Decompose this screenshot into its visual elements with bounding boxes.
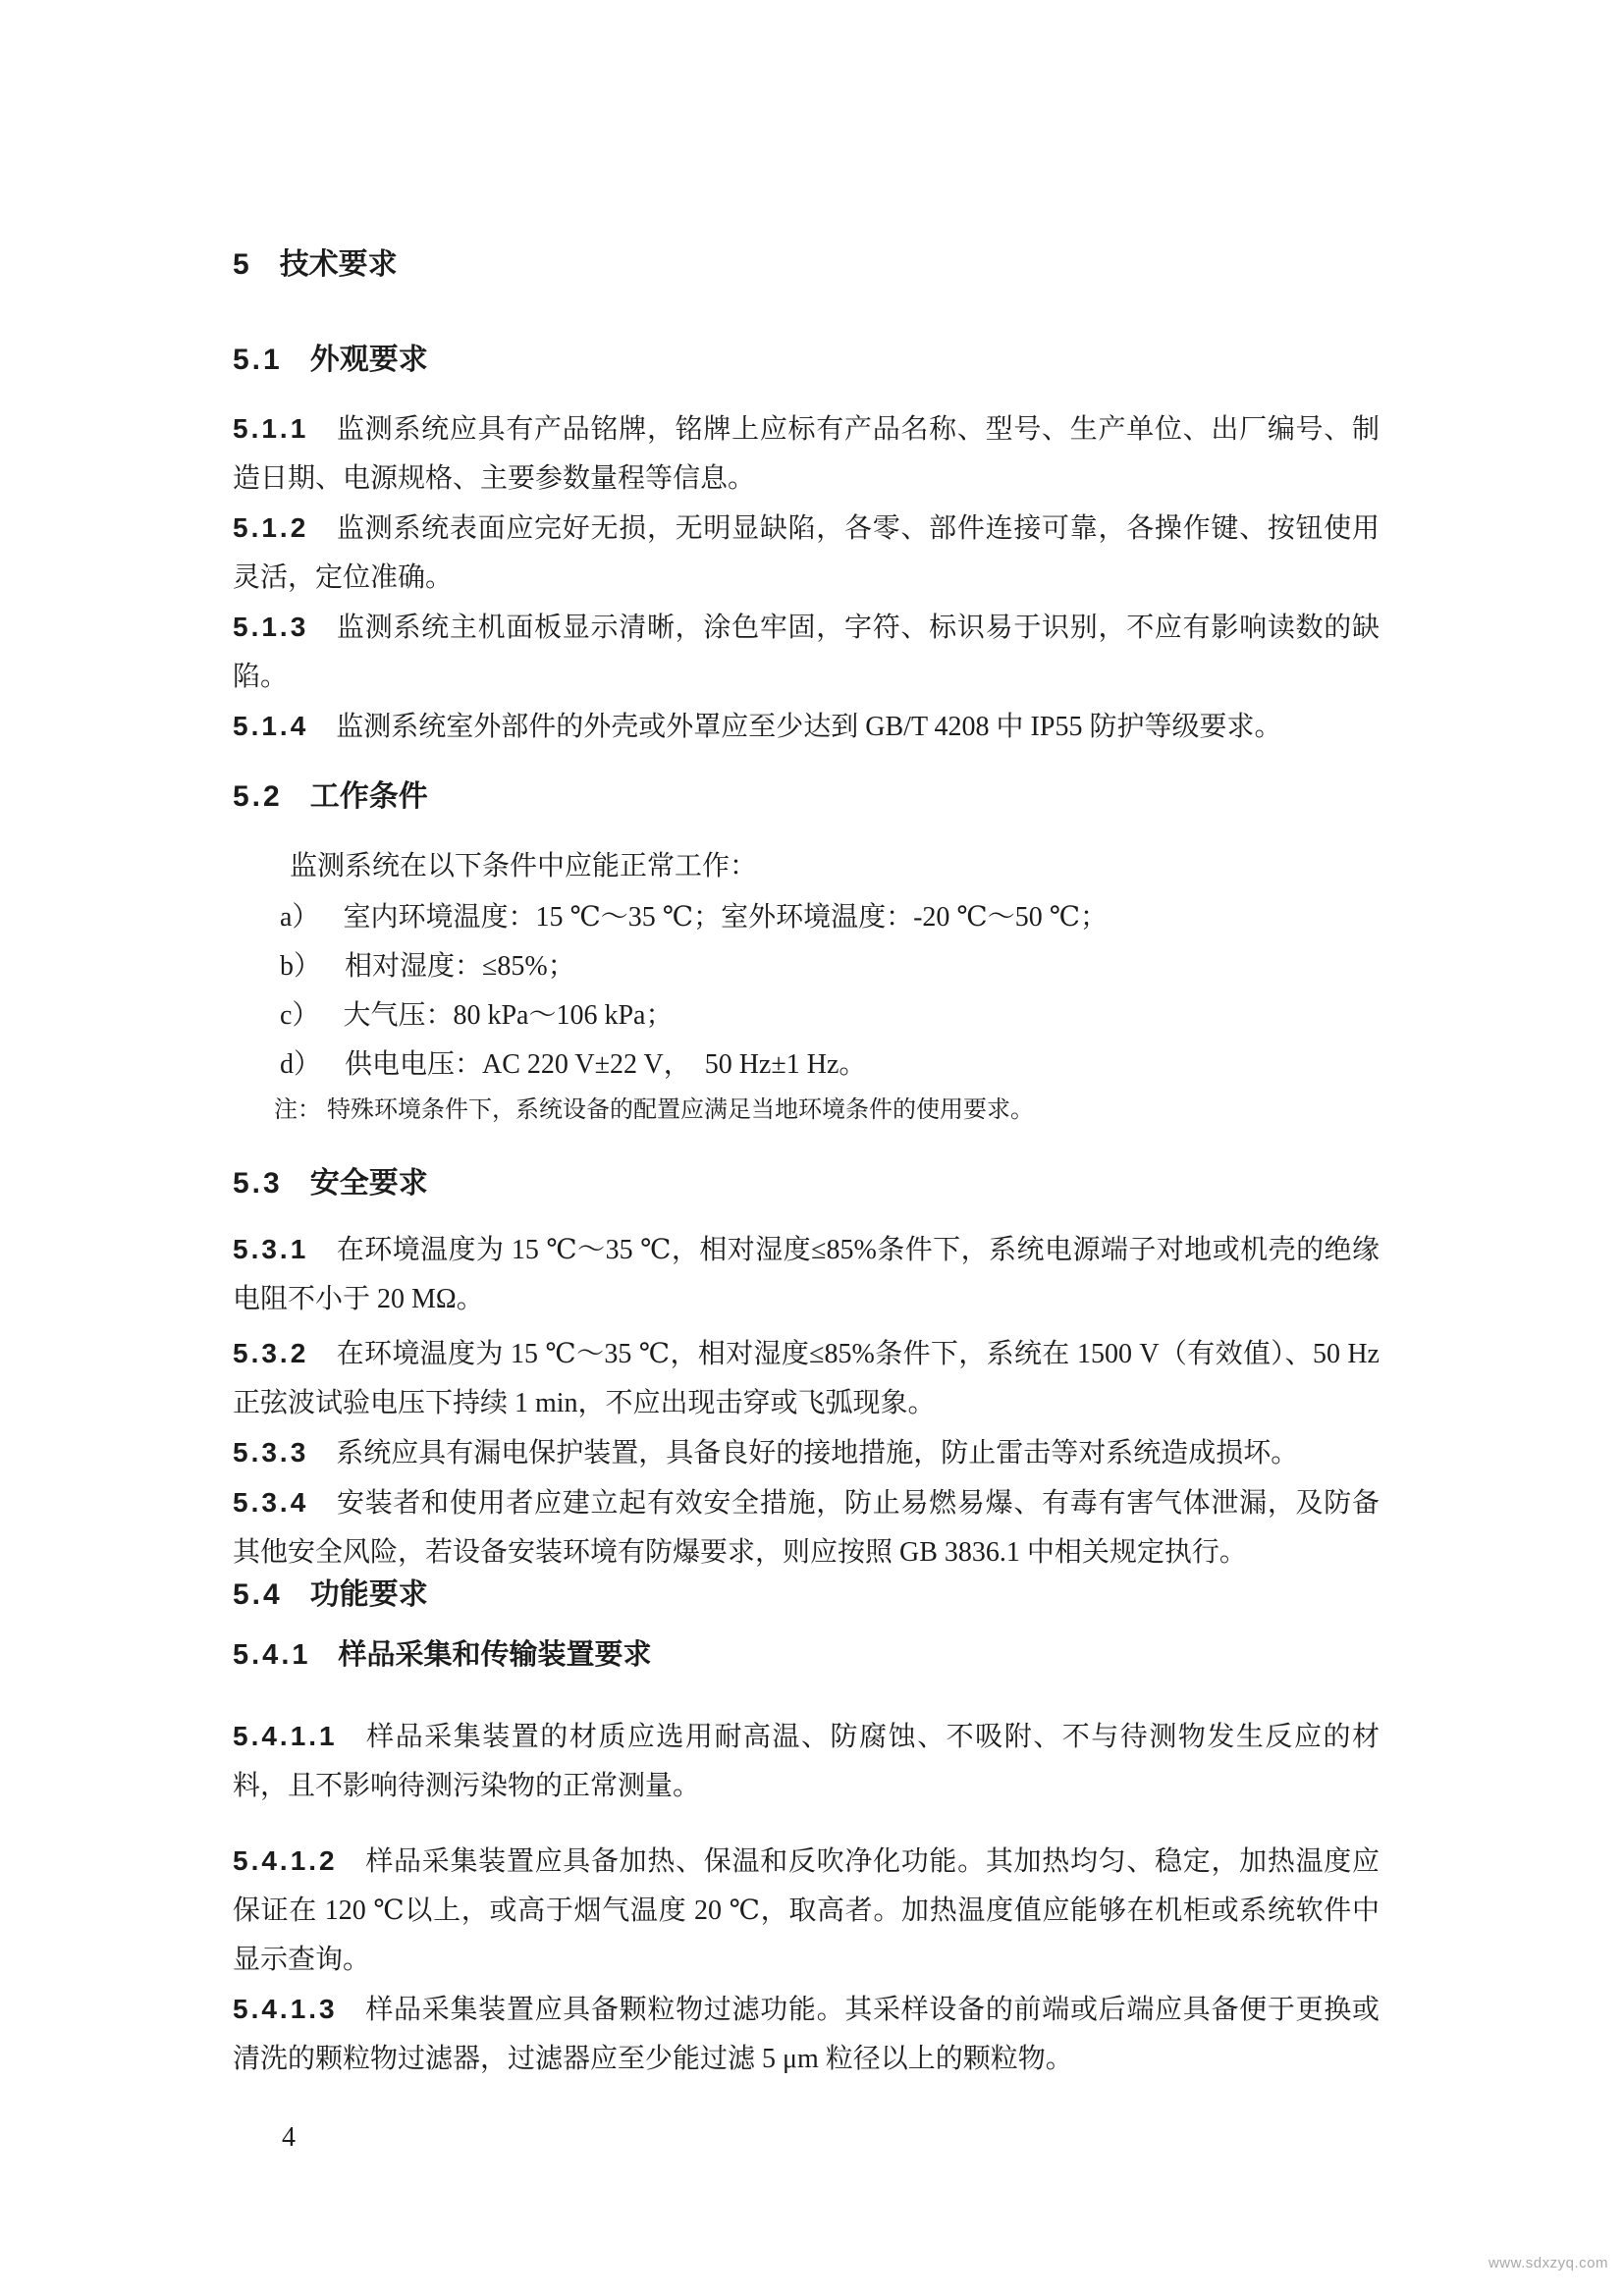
list-item-label: c） — [280, 1000, 320, 1031]
clause-text: 监测系统主机面板显示清晰，涂色牢固，字符、标识易于识别，不应有影响读数的缺陷。 — [233, 613, 1380, 692]
clause-text: 监测系统室外部件的外壳或外罩应至少达到 GB/T 4208 中 IP55 防护等级要求。 — [336, 712, 1282, 742]
list-item-c — [233, 991, 1380, 1041]
heading-number: 5.4 — [233, 1578, 283, 1611]
clause-5.3.2 — [233, 1329, 1380, 1428]
note-label: 注： — [274, 1097, 321, 1123]
clause-text: 系统应具有漏电保护装置，具备良好的接地措施，防止雷击等对系统造成损坏。 — [336, 1438, 1299, 1468]
clause-text: 样品采集装置应具备颗粒物过滤功能。其采样设备的前端或后端应具备便于更换或清洗的颗粒物过滤器，过滤器应至少能过滤 5 μm 粒径以上的颗粒物。 — [233, 1995, 1380, 2074]
clause-5.3.1 — [233, 1225, 1380, 1324]
heading-title: 功能要求 — [309, 1578, 428, 1611]
clause-text: 监测系统表面应完好无损，无明显缺陷，各零、部件连接可靠，各操作键、按钮使用灵活，定位准确。 — [233, 513, 1380, 593]
clause-text: 在环境温度为 15 ℃～35 ℃，相对湿度≤85%条件下，系统电源端子对地或机壳的绝缘电阻不小于 20 MΩ。 — [233, 1235, 1380, 1314]
clause-5.3.3 — [233, 1428, 1380, 1478]
list-item-text: 室内环境温度：15 ℃～35 ℃；室外环境温度：-20 ℃～50 ℃； — [343, 902, 1109, 933]
note — [233, 1093, 1380, 1128]
clause-5.1.4 — [233, 702, 1380, 752]
clause-number: 5.3.4 — [233, 1487, 309, 1518]
list-item-text: 大气压：80 kPa～106 kPa； — [343, 1000, 674, 1031]
clause-number: 5.1.4 — [233, 711, 309, 741]
document-body — [233, 0, 1380, 2084]
heading-title: 外观要求 — [309, 344, 428, 376]
clause-5.3.4 — [233, 1478, 1380, 1577]
heading-title: 工作条件 — [309, 780, 428, 813]
heading-5.1 — [233, 343, 1380, 378]
heading-5 — [233, 247, 1380, 283]
list-item-d — [233, 1041, 1380, 1090]
clause-text: 监测系统应具有产品铭牌，铭牌上应标有产品名称、型号、生产单位、出厂编号、制造日期、电源规格、主要参数量程等信息。 — [233, 414, 1380, 494]
heading-number: 5.2 — [233, 780, 283, 813]
list-item-b — [233, 942, 1380, 991]
clause-number: 5.4.1.1 — [233, 1721, 338, 1751]
clause-number: 5.3.3 — [233, 1437, 309, 1468]
paragraph-text: 监测系统在以下条件中应能正常工作： — [290, 851, 758, 881]
clause-number: 5.1.2 — [233, 512, 309, 543]
list-item-label: a） — [280, 902, 320, 933]
clause-number: 5.3.1 — [233, 1234, 309, 1264]
heading-number: 5.4.1 — [233, 1639, 311, 1671]
heading-title: 安全要求 — [309, 1167, 428, 1200]
list-item-a — [233, 893, 1380, 942]
paragraph-intro — [233, 842, 1380, 891]
clause-number: 5.1.1 — [233, 413, 309, 444]
list-item-label: d） — [280, 1049, 322, 1080]
list-item-label: b） — [280, 951, 322, 982]
clause-number: 5.1.3 — [233, 612, 309, 642]
heading-title: 样品采集和传输装置要求 — [338, 1639, 652, 1671]
clause-5.1.3 — [233, 603, 1380, 702]
clause-number: 5.4.1.2 — [233, 1845, 338, 1876]
clause-text: 在环境温度为 15 ℃～35 ℃，相对湿度≤85%条件下，系统在 1500 V（有效值）、50 Hz 正弦波试验电压下持续 1 min，不应出现击穿或飞弧现象。 — [233, 1339, 1380, 1418]
heading-number: 5 — [233, 248, 252, 281]
page-number: 4 — [282, 2122, 296, 2153]
clause-number: 5.3.2 — [233, 1338, 309, 1368]
list-item-text: 供电电压：AC 220 V±22 V， 50 Hz±1 Hz。 — [345, 1049, 867, 1080]
heading-number: 5.1 — [233, 344, 283, 376]
note-text: 特殊环境条件下，系统设备的配置应满足当地环境条件的使用要求。 — [327, 1097, 1034, 1123]
clause-number: 5.4.1.3 — [233, 1994, 338, 2024]
clause-5.1.2 — [233, 504, 1380, 603]
clause-5.1.1 — [233, 404, 1380, 504]
clause-text: 样品采集装置的材质应选用耐高温、防腐蚀、不吸附、不与待测物发生反应的材料，且不影响待测污染物的正常测量。 — [233, 1722, 1380, 1801]
heading-5.2 — [233, 779, 1380, 815]
clause-5.4.1.1 — [233, 1712, 1380, 1811]
clause-text: 安装者和使用者应建立起有效安全措施，防止易燃易爆、有毒有害气体泄漏，及防备其他安全风险，若设备安装环境有防爆要求，则应按照 GB 3836.1 中相关规定执行。 — [233, 1488, 1380, 1568]
work-conditions-list — [233, 893, 1380, 1090]
heading-number: 5.3 — [233, 1167, 283, 1200]
list-item-text: 相对湿度：≤85%； — [345, 951, 575, 982]
clause-5.4.1.2 — [233, 1837, 1380, 1985]
clause-5.4.1.3 — [233, 1985, 1380, 2084]
heading-5.4.1 — [233, 1637, 1380, 1673]
clause-text: 样品采集装置应具备加热、保温和反吹净化功能。其加热均匀、稳定，加热温度应保证在 120 ℃以上，或高于烟气温度 20 ℃，取高者。加热温度值应能够在机柜或系统软件中显示查询。 — [233, 1846, 1380, 1975]
watermark-url: www.sdxzyq.com — [1488, 2255, 1608, 2271]
heading-5.4 — [233, 1577, 1380, 1613]
heading-5.3 — [233, 1166, 1380, 1201]
heading-title: 技术要求 — [279, 248, 398, 281]
